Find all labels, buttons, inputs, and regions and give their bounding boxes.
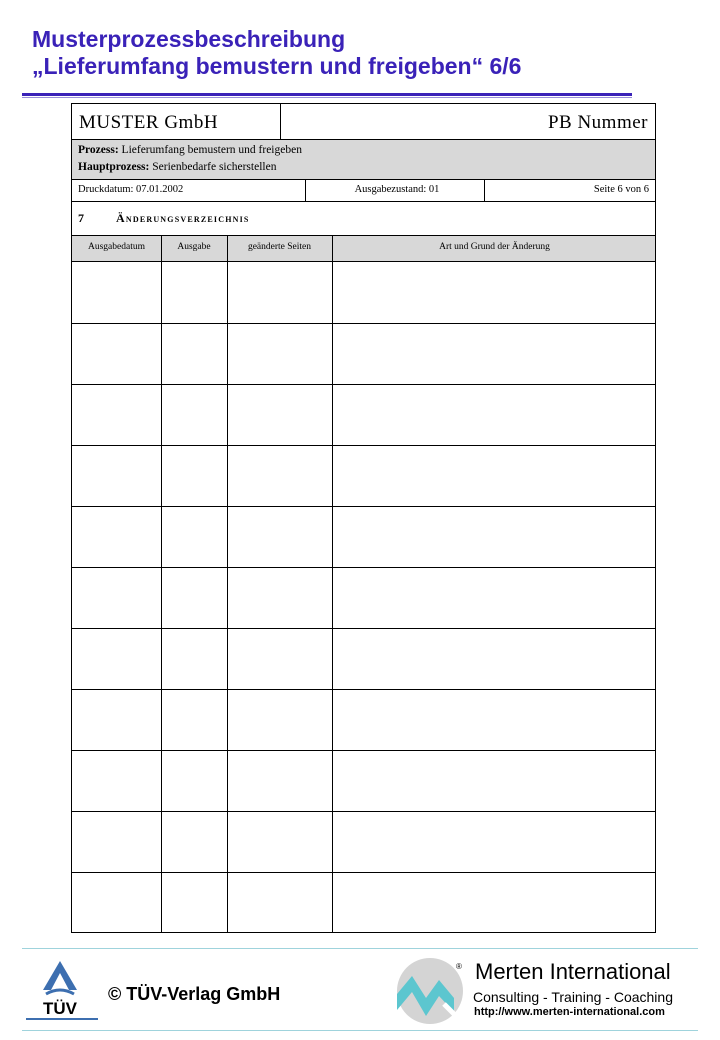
title-line-2: „Lieferumfang bemustern und freigeben“ 6/6 — [32, 53, 522, 79]
tuv-wordmark: TÜV — [43, 999, 77, 1018]
footer-rule-bottom — [22, 1030, 698, 1031]
section-number: 7 — [78, 211, 84, 225]
pb-number-label: PB Nummer — [547, 112, 648, 133]
tuv-logo — [38, 958, 82, 1018]
table-row — [72, 811, 655, 812]
table-row — [72, 384, 655, 385]
table-row — [72, 567, 655, 568]
process-row — [72, 140, 655, 180]
column-header: Ausgabe — [177, 242, 211, 252]
print-date: Druckdatum: 07.01.2002 — [78, 184, 184, 195]
issue-state: Ausgabezustand: 01 — [354, 184, 440, 195]
column-header: Art und Grund der Änderung — [439, 242, 550, 252]
footer-rule-top — [22, 948, 698, 949]
table-row — [72, 323, 655, 324]
process-label: Prozess: — [78, 144, 119, 156]
table-row — [72, 628, 655, 629]
brand-name: Merten International — [475, 959, 671, 984]
meta-row — [72, 180, 655, 202]
section-title: Änderungsverzeichnis — [116, 211, 250, 225]
title-rule — [22, 93, 632, 96]
table-row — [72, 445, 655, 446]
main-process-label: Hauptprozess: — [78, 161, 150, 173]
change-log-form — [71, 103, 656, 933]
form-header-row — [72, 104, 655, 140]
table-row — [72, 750, 655, 751]
section-row — [72, 202, 655, 236]
title-line-1: Musterprozessbeschreibung — [32, 26, 346, 52]
copyright: © TÜV-Verlag GmbH — [108, 984, 281, 1004]
divider — [484, 180, 485, 201]
column-divider — [161, 236, 162, 932]
change-table — [72, 236, 655, 932]
main-process-line — [78, 161, 276, 173]
table-row — [72, 689, 655, 690]
tuv-underline — [26, 1018, 98, 1020]
table-row — [72, 872, 655, 873]
process-value: Lieferumfang bemustern und freigeben — [121, 144, 302, 156]
page-info: Seite 6 von 6 — [593, 184, 649, 195]
column-divider — [332, 236, 333, 932]
tagline: Consulting - Training - Coaching — [473, 989, 673, 1005]
divider — [280, 104, 281, 139]
table-header — [72, 236, 655, 262]
company-name: MUSTER GmbH — [79, 112, 219, 133]
main-process-value: Serienbedarfe sicherstellen — [152, 161, 277, 173]
process-line — [78, 144, 302, 156]
column-header: Ausgabedatum — [88, 242, 145, 252]
page-title — [32, 26, 672, 80]
title-rule-thin — [22, 97, 632, 98]
column-divider — [227, 236, 228, 932]
website-url[interactable]: http://www.merten-international.com — [474, 1006, 665, 1018]
column-header: geänderte Seiten — [247, 242, 312, 252]
table-row — [72, 506, 655, 507]
divider — [305, 180, 306, 201]
registered-mark: ® — [456, 962, 462, 971]
